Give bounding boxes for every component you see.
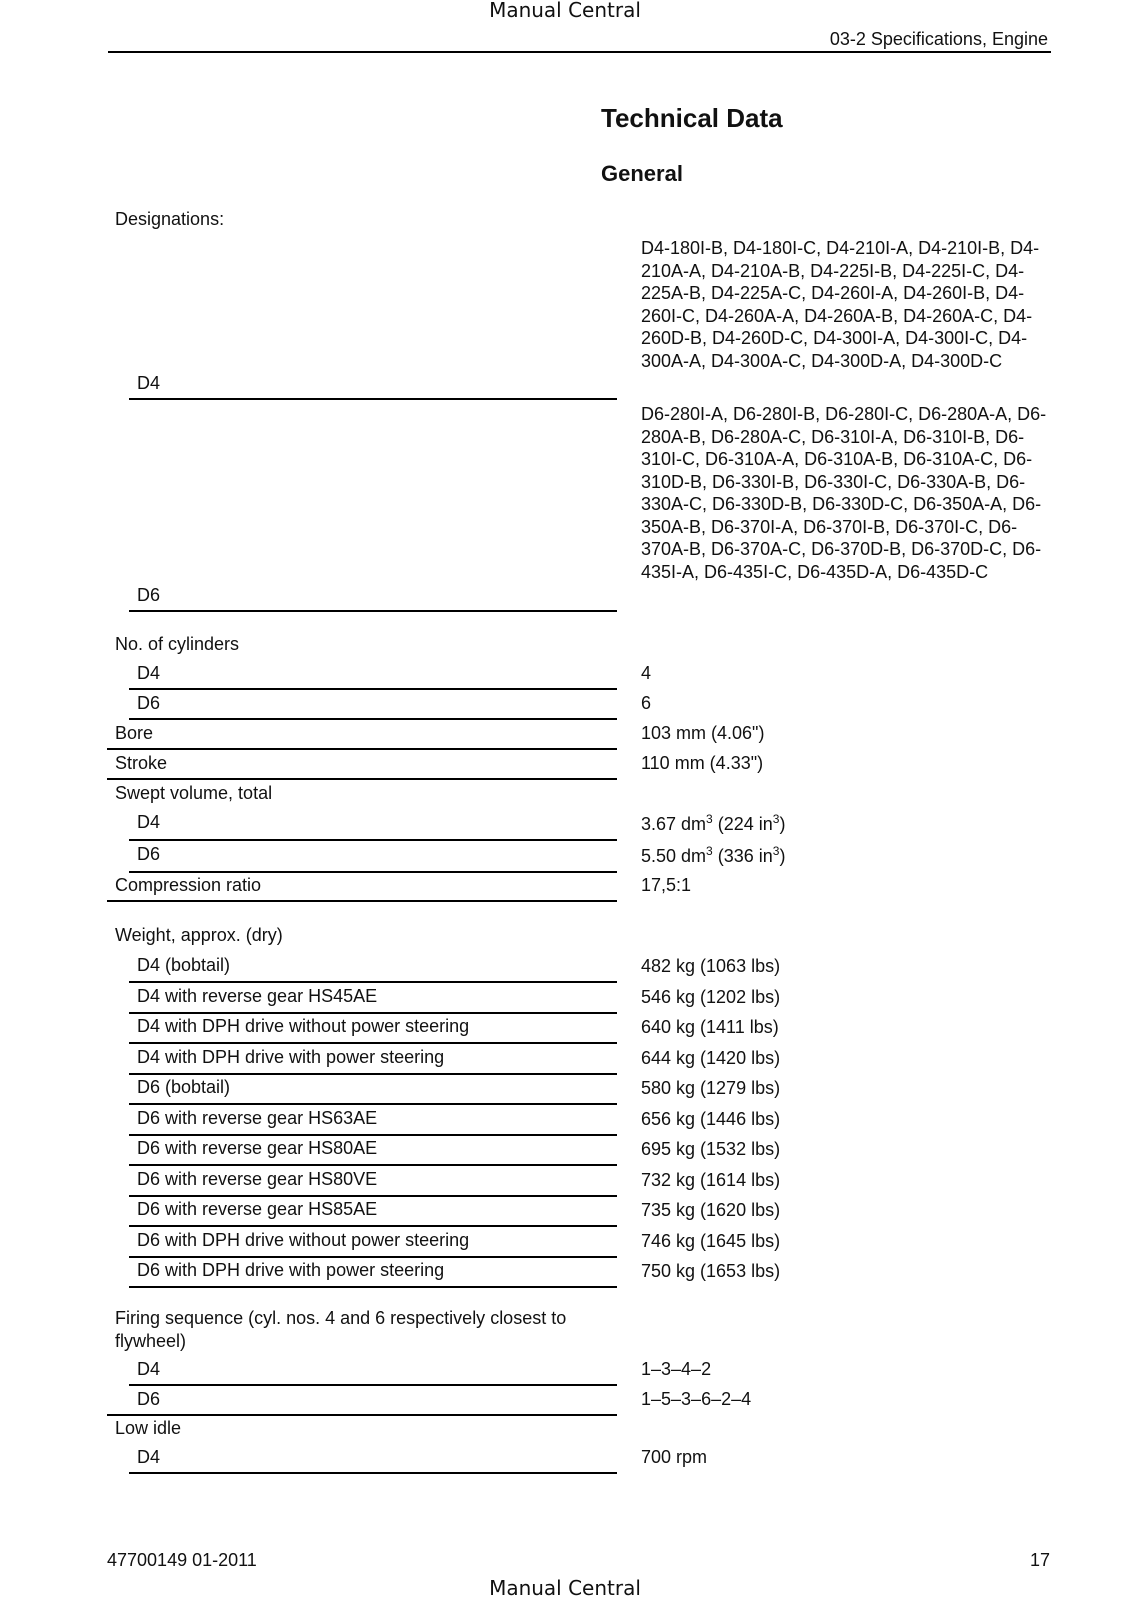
row-divider: [107, 1414, 617, 1416]
low-idle-d4-value: 700 rpm: [641, 1447, 708, 1467]
row-divider: [129, 981, 617, 983]
firing-d4-label: D4: [137, 1359, 161, 1379]
low-idle-d4-label: D4: [137, 1447, 161, 1467]
swept-label: Swept volume, total: [115, 783, 273, 803]
weight-row-label: D6 (bobtail): [137, 1077, 231, 1097]
section-subtitle: General: [601, 161, 683, 186]
bore-value: 103 mm (4.06"): [641, 723, 765, 743]
swept-d4-label: D4: [137, 812, 161, 832]
row-divider: [129, 688, 617, 690]
section-title: 03-2 Specifications, Engine: [829, 29, 1048, 49]
bore-label: Bore: [115, 723, 154, 743]
weight-row-value: 746 kg (1645 lbs): [641, 1230, 781, 1251]
cylinders-d4-value: 4: [641, 663, 652, 683]
firing-d4-value: 1–3–4–2: [641, 1359, 712, 1379]
weight-row-label: D6 with DPH drive with power steering: [137, 1260, 445, 1280]
compression-label: Compression ratio: [115, 875, 262, 895]
cylinders-d6-value: 6: [641, 693, 652, 713]
row-divider: [129, 1472, 617, 1474]
row-divider: [107, 748, 617, 750]
firing-d6-label: D6: [137, 1389, 161, 1409]
weight-row-value: 732 kg (1614 lbs): [641, 1169, 781, 1190]
row-divider: [129, 1134, 617, 1136]
weight-row-value: 695 kg (1532 lbs): [641, 1139, 781, 1159]
low-idle-label: Low idle: [115, 1418, 182, 1438]
doc-id: 47700149 01-2011: [107, 1550, 257, 1570]
designations-d4-value: D4-180I-B, D4-180I-C, D4-210I-A, D4-210I-B, D4-210A-A, D4-210A-B, D4-225I-B, D4-225I-C, D4-225A-B, D4-225A-C, D4-260I-A, D4-260I-B, D4-260I-C, D4-260A-A, D4-260A-B, D4-260A-C, D4-260D-B, D4-260D-C, D4-300I-A, D4-300I-C, D4-300A-A, D4-300A-C, D4-300D-A, D4-300D-C: [641, 238, 1040, 371]
swept-d6-label: D6: [137, 844, 161, 864]
row-divider: [107, 778, 617, 780]
stroke-label: Stroke: [115, 753, 168, 773]
firing-label: Firing sequence (cyl. nos. 4 and 6 respectively closest to flywheel): [115, 1308, 567, 1351]
header-brand: Manual Central: [489, 0, 641, 22]
weight-row-label: D4 with DPH drive without power steering: [137, 1016, 470, 1036]
weight-row-value: 644 kg (1420 lbs): [641, 1047, 781, 1068]
weight-row-value: 750 kg (1653 lbs): [641, 1261, 781, 1281]
weight-row-label: D4 with DPH drive with power steering: [137, 1046, 445, 1067]
weight-row-value: 735 kg (1620 lbs): [641, 1200, 781, 1220]
row-divider: [129, 871, 617, 873]
cylinders-d4-label: D4: [137, 663, 161, 683]
row-divider: [129, 1042, 617, 1044]
cylinders-label: No. of cylinders: [115, 634, 240, 654]
weight-row-value: 656 kg (1446 lbs): [641, 1108, 781, 1129]
designations-d6-value: D6-280I-A, D6-280I-B, D6-280I-C, D6-280A-A, D6-280A-B, D6-280A-C, D6-310I-A, D6-310I-B, D6-310I-C, D6-310A-A, D6-310A-B, D6-310A-C, D6-310D-B, D6-330I-B, D6-330I-C, D6-330A-B, D6-330A-C, D6-330D-B, D6-330D-C, D6-350A-A, D6-350A-B, D6-370I-A, D6-370I-B, D6-370I-C, D6-370A-B, D6-370A-C, D6-370D-B, D6-370D-C, D6-435I-A, D6-435I-C, D6-435D-A, D6-435D-C: [641, 404, 1047, 582]
weight-row-value: 640 kg (1411 lbs): [641, 1017, 779, 1037]
designations-d4-label: D4: [137, 373, 161, 393]
weight-row-label: D6 with reverse gear HS85AE: [137, 1199, 378, 1219]
firing-d6-value: 1–5–3–6–2–4: [641, 1389, 752, 1409]
compression-value: 17,5:1: [641, 875, 692, 895]
row-divider: [129, 1164, 617, 1166]
footer-brand: Manual Central: [489, 1576, 641, 1600]
header-rule: [108, 51, 1051, 53]
row-divider: [129, 610, 617, 612]
weight-label: Weight, approx. (dry): [115, 925, 283, 945]
weight-row-value: 580 kg (1279 lbs): [641, 1078, 781, 1098]
page-title: Technical Data: [601, 103, 783, 133]
row-divider: [129, 1286, 617, 1288]
cylinders-d6-label: D6: [137, 693, 161, 713]
designations-d6-label: D6: [137, 585, 161, 605]
row-divider: [129, 1012, 617, 1014]
weight-row-value: 482 kg (1063 lbs): [641, 956, 781, 976]
stroke-value: 110 mm (4.33"): [641, 753, 764, 773]
row-divider: [129, 1256, 617, 1258]
row-divider: [129, 1225, 617, 1227]
swept-d6-value: 5.50 $dm^3$ (336 $in^3$): [641, 844, 786, 866]
weight-row-label: D6 with reverse gear HS63AE: [137, 1107, 378, 1128]
weight-row-label: D6 with reverse gear HS80AE: [137, 1138, 378, 1158]
weight-row-value: 546 kg (1202 lbs): [641, 986, 781, 1007]
designations-label: Designations:: [115, 209, 225, 229]
row-divider: [129, 839, 617, 841]
weight-row-label: D4 with reverse gear HS45AE: [137, 985, 378, 1006]
row-divider: [129, 1195, 617, 1197]
weight-row-label: D6 with reverse gear HS80VE: [137, 1168, 378, 1189]
row-divider: [129, 1103, 617, 1105]
row-divider: [107, 900, 617, 902]
row-divider: [129, 1073, 617, 1075]
row-divider: [129, 718, 617, 720]
weight-row-label: D6 with DPH drive without power steering: [137, 1229, 470, 1250]
row-divider: [129, 1384, 617, 1386]
page-number: 17: [1029, 1550, 1050, 1570]
weight-row-label: D4 (bobtail): [137, 955, 231, 975]
row-divider: [129, 398, 617, 400]
swept-d4-value: 3.67 $dm^3$ (224 $in^3$): [641, 812, 786, 834]
